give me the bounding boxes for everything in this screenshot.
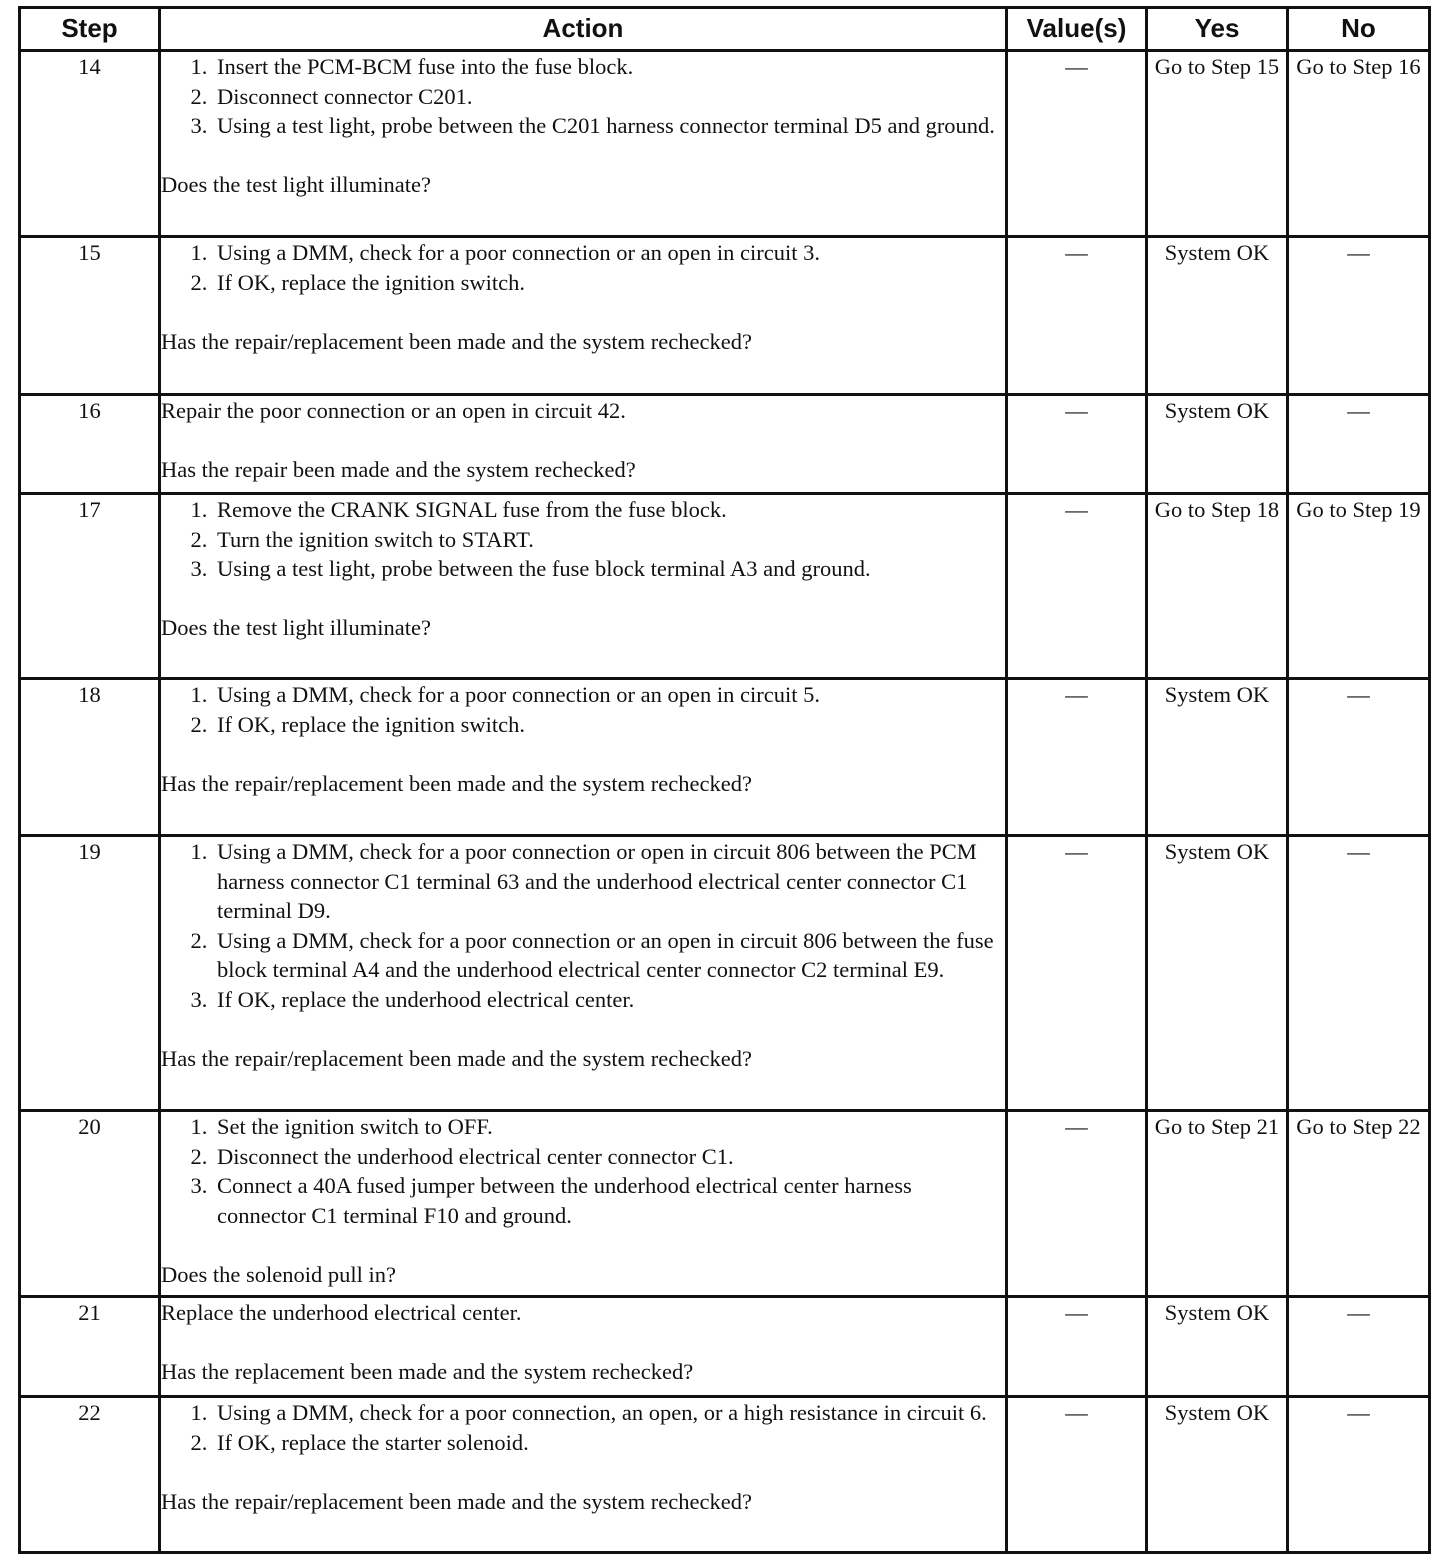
yes-cell: System OK	[1147, 395, 1288, 494]
no-cell: Go to Step 16	[1288, 51, 1430, 237]
action-question: Has the replacement been made and the system rechecked?	[161, 1359, 694, 1384]
action-question: Has the repair/replacement been made and the system rechecked?	[161, 1045, 752, 1071]
action-cell	[160, 51, 1007, 237]
action-cell	[160, 237, 1007, 395]
table-row	[20, 679, 1430, 836]
yes-cell: System OK	[1147, 679, 1288, 836]
header-row	[20, 8, 1430, 51]
action-cell	[160, 395, 1007, 494]
header-action: Action	[160, 8, 1007, 51]
yes-cell: Go to Step 21	[1147, 1111, 1288, 1297]
action-steps	[161, 52, 1005, 141]
yes-cell: System OK	[1147, 1297, 1288, 1397]
step-cell: 21	[20, 1297, 160, 1397]
yes-cell: System OK	[1147, 237, 1288, 395]
action-step: 2. Using a DMM, check for a poor connection or an open in circuit 806 between the fuse block terminal A4 and the underhood electrical center connector C2 terminal E9.	[213, 926, 1005, 985]
action-step: 3. Using a test light, probe between the C201 harness connector terminal D5 and ground.	[213, 111, 1005, 141]
action-question: Does the test light illuminate?	[161, 172, 431, 197]
action-question: Has the repair/replacement been made and the system rechecked?	[161, 770, 752, 796]
action-steps	[161, 680, 1005, 739]
no-cell: —	[1288, 679, 1430, 836]
value-cell: —	[1007, 836, 1147, 1111]
action-question: Has the repair/replacement been made and the system rechecked?	[161, 1488, 752, 1514]
action-cell	[160, 1111, 1007, 1297]
no-cell: Go to Step 22	[1288, 1111, 1430, 1297]
step-cell: 19	[20, 836, 160, 1111]
action-steps	[161, 238, 1005, 297]
action-step: 1. Set the ignition switch to OFF.	[213, 1112, 1005, 1142]
table-row	[20, 1111, 1430, 1297]
table-row	[20, 237, 1430, 395]
table-row	[20, 1397, 1430, 1553]
action-step: 1. Using a DMM, check for a poor connection, an open, or a high resistance in circuit 6.	[213, 1398, 1005, 1428]
no-cell: —	[1288, 836, 1430, 1111]
step-cell: 22	[20, 1397, 160, 1553]
step-cell: 14	[20, 51, 160, 237]
table-row	[20, 51, 1430, 237]
table-row	[20, 836, 1430, 1111]
no-cell: Go to Step 19	[1288, 494, 1430, 679]
action-question: Does the test light illuminate?	[161, 615, 431, 640]
no-cell: —	[1288, 395, 1430, 494]
table-row	[20, 395, 1430, 494]
action-step: 1. Using a DMM, check for a poor connection or an open in circuit 5.	[213, 680, 1005, 710]
action-step: 2. If OK, replace the ignition switch.	[213, 268, 1005, 298]
action-step: 3. Using a test light, probe between the fuse block terminal A3 and ground.	[213, 554, 1005, 584]
step-cell: 20	[20, 1111, 160, 1297]
action-question: Does the solenoid pull in?	[161, 1261, 396, 1287]
header-yes: Yes	[1147, 8, 1288, 51]
action-question: Has the repair/replacement been made and the system rechecked?	[161, 328, 752, 354]
diagnostic-table	[18, 6, 1431, 1554]
header-step: Step	[20, 8, 160, 51]
step-cell: 15	[20, 237, 160, 395]
action-steps	[161, 1112, 1005, 1230]
action-cell	[160, 1397, 1007, 1553]
step-cell: 17	[20, 494, 160, 679]
table-row	[20, 494, 1430, 679]
action-step: 1. Using a DMM, check for a poor connection or open in circuit 806 between the PCM harness connector C1 terminal 63 and the underhood electrical center connector C1 terminal D9.	[213, 837, 1005, 926]
header-no: No	[1288, 8, 1430, 51]
action-step: 2. If OK, replace the ignition switch.	[213, 710, 1005, 740]
yes-cell: Go to Step 18	[1147, 494, 1288, 679]
action-cell	[160, 1297, 1007, 1397]
value-cell: —	[1007, 395, 1147, 494]
yes-cell: System OK	[1147, 1397, 1288, 1553]
no-cell: —	[1288, 1297, 1430, 1397]
action-steps	[161, 495, 1005, 584]
action-step: 2. Disconnect the underhood electrical center connector C1.	[213, 1142, 1005, 1172]
step-cell: 18	[20, 679, 160, 836]
action-step: 1. Remove the CRANK SIGNAL fuse from the fuse block.	[213, 495, 1005, 525]
table-body	[20, 51, 1430, 1553]
value-cell: —	[1007, 51, 1147, 237]
action-step: 3. Connect a 40A fused jumper between the underhood electrical center harness connector C1 terminal F10 and ground.	[213, 1171, 1005, 1230]
action-step: 2. Disconnect connector C201.	[213, 82, 1005, 112]
value-cell: —	[1007, 1297, 1147, 1397]
action-text: Replace the underhood electrical center.	[161, 1300, 522, 1325]
action-step: 1. Insert the PCM-BCM fuse into the fuse block.	[213, 52, 1005, 82]
value-cell: —	[1007, 1111, 1147, 1297]
action-step: 1. Using a DMM, check for a poor connection or an open in circuit 3.	[213, 238, 1005, 268]
step-cell: 16	[20, 395, 160, 494]
value-cell: —	[1007, 494, 1147, 679]
action-cell	[160, 679, 1007, 836]
value-cell: —	[1007, 679, 1147, 836]
yes-cell: System OK	[1147, 836, 1288, 1111]
action-cell	[160, 494, 1007, 679]
action-steps	[161, 837, 1005, 1014]
action-steps	[161, 1398, 1005, 1457]
no-cell: —	[1288, 1397, 1430, 1553]
value-cell: —	[1007, 237, 1147, 395]
action-step: 2. If OK, replace the starter solenoid.	[213, 1428, 1005, 1458]
action-question: Has the repair been made and the system rechecked?	[161, 457, 636, 482]
action-step: 3. If OK, replace the underhood electrical center.	[213, 985, 1005, 1015]
action-step: 2. Turn the ignition switch to START.	[213, 525, 1005, 555]
action-text: Repair the poor connection or an open in circuit 42.	[161, 398, 626, 423]
action-cell	[160, 836, 1007, 1111]
yes-cell: Go to Step 15	[1147, 51, 1288, 237]
value-cell: —	[1007, 1397, 1147, 1553]
table-row	[20, 1297, 1430, 1397]
no-cell: —	[1288, 237, 1430, 395]
header-values: Value(s)	[1007, 8, 1147, 51]
